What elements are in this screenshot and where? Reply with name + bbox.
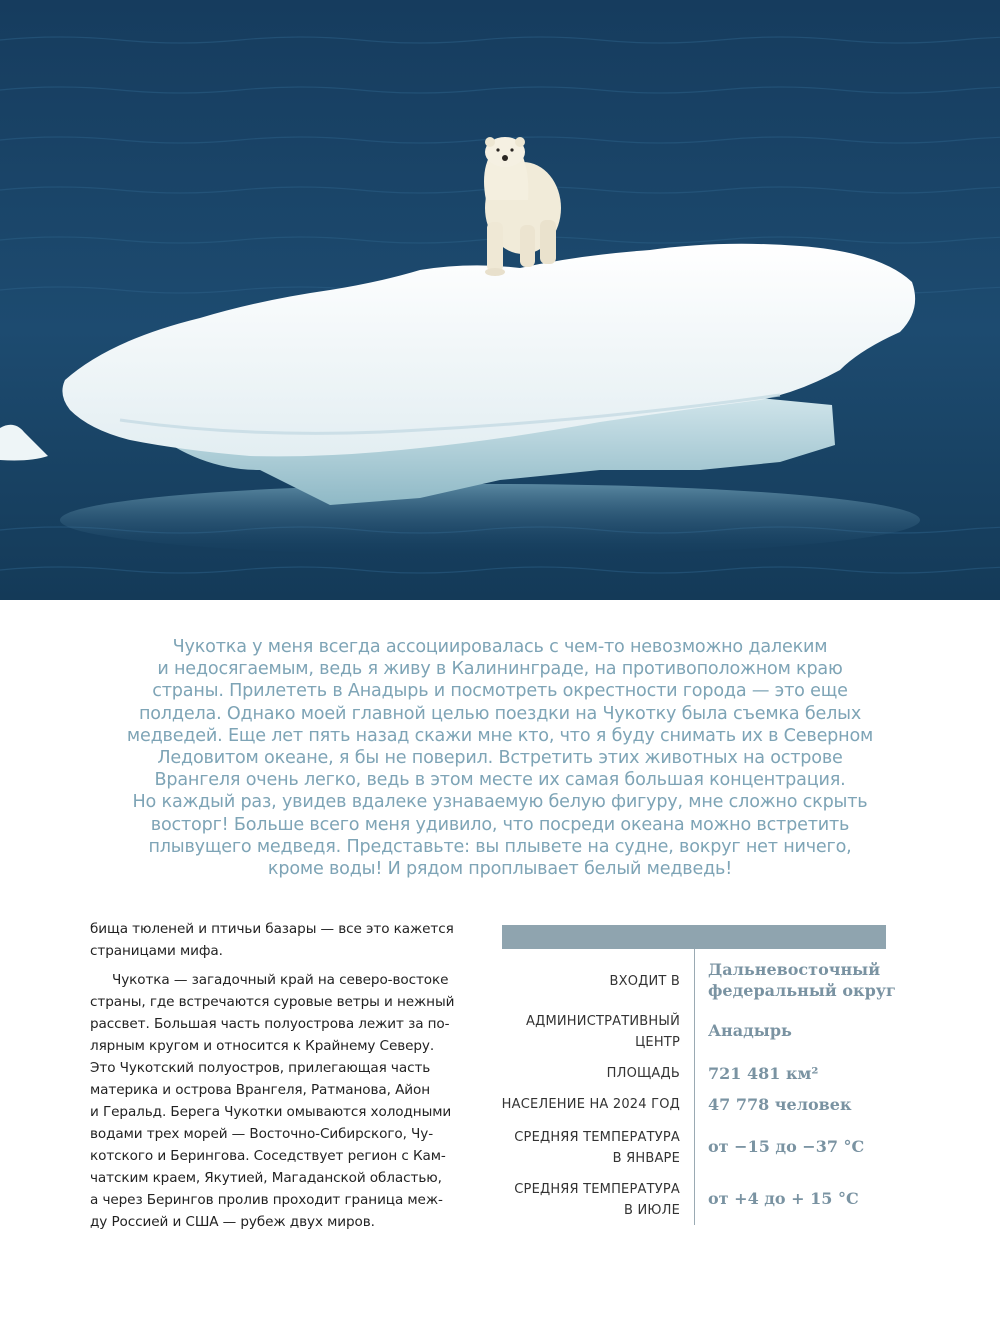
fact-label: НАСЕЛЕНИЕ НА 2024 ГОД xyxy=(501,1097,680,1112)
fact-label: СРЕДНЯЯ ТЕМПЕРАТУРА В ЯНВАРЕ xyxy=(514,1130,680,1166)
body-line: а через Берингов пролив проходит граница меж- xyxy=(90,1192,443,1208)
fact-label: АДМИНИСТРАТИВНЫЙ ЦЕНТР xyxy=(526,1014,680,1050)
body-line: лярным кругом и относится к Крайнему Северу. xyxy=(90,1038,435,1054)
body-line: ду Россией и США — рубеж двух миров. xyxy=(90,1214,375,1230)
facts-divider xyxy=(694,949,695,1225)
body-line: бища тюленей и птичьи базары — все это кажется xyxy=(90,921,454,937)
body-line: водами трех морей — Восточно-Сибирского, Чу- xyxy=(90,1126,434,1142)
region-facts-box xyxy=(501,925,896,1225)
polar-bear-on-ice-illustration xyxy=(0,0,1000,600)
ice-reflection xyxy=(60,484,920,556)
body-line: Чукотка — загадочный край на северо-востоке xyxy=(112,972,449,988)
fact-value: Дальневосточный федеральный округ xyxy=(708,960,896,1000)
intro-line: и недосягаемым, ведь я живу в Калининграде, на противоположном краю xyxy=(157,659,843,680)
body-line: страницами мифа. xyxy=(90,943,223,959)
fact-value: 721 481 км² xyxy=(708,1064,819,1083)
body-line: и Геральд. Берега Чукотки омываются холодными xyxy=(90,1104,452,1120)
fact-label: ВХОДИТ В xyxy=(609,974,680,989)
intro-line: восторг! Больше всего меня удивило, что посреди океана можно встретить xyxy=(150,814,850,835)
body-paragraph-1 xyxy=(90,918,476,962)
fact-label: ПЛОЩАДЬ xyxy=(606,1066,680,1081)
hero-photo xyxy=(0,0,1000,600)
fact-value: 47 778 человек xyxy=(708,1095,852,1114)
fact-label: СРЕДНЯЯ ТЕМПЕРАТУРА В ИЮЛЕ xyxy=(514,1182,680,1218)
fact-value: от +4 до + 15 °C xyxy=(708,1189,859,1208)
body-line: чатским краем, Якутией, Магаданской областью, xyxy=(90,1170,442,1186)
facts-header-bar xyxy=(502,925,886,949)
intro-line: Врангеля очень легко, ведь в этом месте их самая большая концентрация. xyxy=(154,770,846,791)
intro-line: Чукотка у меня всегда ассоциировалась с чем-то невозможно далеким xyxy=(172,637,828,657)
body-column xyxy=(90,918,476,1233)
intro-line: Ледовитом океане, я бы не поверил. Встретить этих животных на острове xyxy=(157,748,843,769)
body-paragraph-2 xyxy=(90,969,476,1233)
fact-value: Анадырь xyxy=(708,1021,792,1040)
fact-value: от −15 до −37 °C xyxy=(708,1137,865,1156)
intro-line: плывущего медведя. Представьте: вы плывете на судне, вокруг нет ничего, xyxy=(148,836,852,857)
body-line: Это Чукотский полуостров, прилегающая часть xyxy=(90,1060,431,1076)
intro-line: кроме воды! И рядом проплывает белый медведь! xyxy=(267,859,733,880)
body-line: котского и Берингова. Соседствует регион с Кам- xyxy=(90,1148,446,1164)
intro-line: полдела. Однако моей главной целью поездки на Чукотку была съемка белых xyxy=(138,703,862,724)
body-line: страны, где встречаются суровые ветры и нежный xyxy=(90,994,455,1010)
intro-quote xyxy=(108,636,892,880)
intro-line: страны. Прилететь в Анадырь и посмотреть окрестности города — это еще xyxy=(152,681,848,702)
body-line: рассвет. Большая часть полуострова лежит за по- xyxy=(90,1016,450,1032)
body-line: материка и острова Врангеля, Ратманова, Айон xyxy=(90,1082,431,1098)
intro-line: Но каждый раз, увидев вдалеке узнаваемую белую фигуру, мне сложно скрыть xyxy=(132,792,868,813)
intro-line: медведей. Еще лет пять назад скажи мне кто, что я буду снимать их в Северном xyxy=(126,725,874,746)
